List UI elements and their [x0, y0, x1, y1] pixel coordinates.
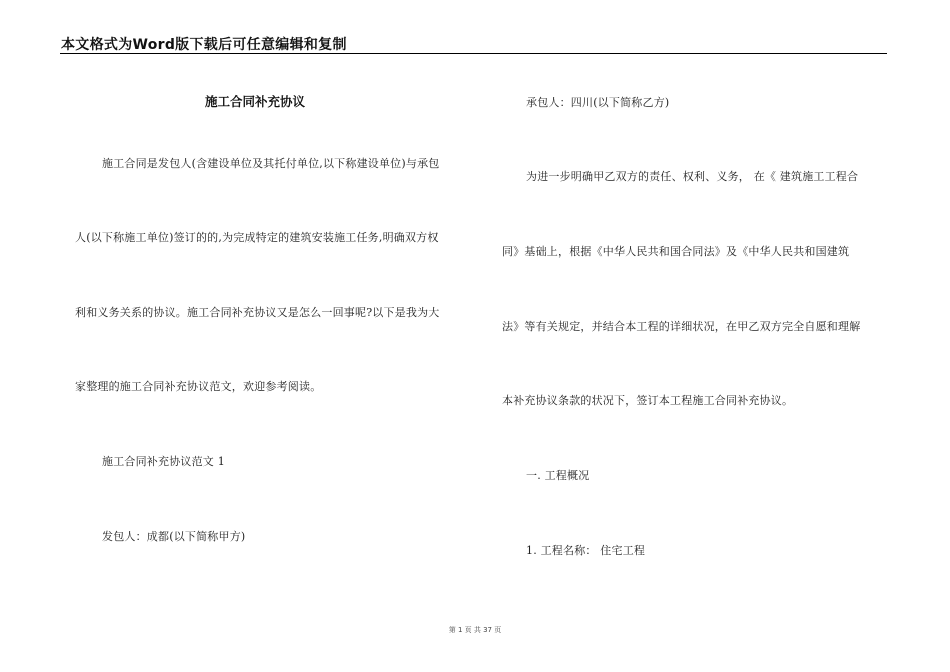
- document-title: 施工合同补充协议: [205, 94, 306, 109]
- paragraph-line: 为进一步明确甲乙双方的责任、权利、义务， 在《 建筑施工工程合: [526, 170, 859, 183]
- paragraph-line: 同》基础上，根据《中华人民共和国合同法》及《中华人民共和国建筑: [502, 245, 850, 258]
- paragraph-line: 施工合同是发包人(含建设单位及其托付单位,以下称建设单位)与承包: [102, 157, 440, 170]
- paragraph-line: 承包人：四川(以下简称乙方): [526, 96, 670, 109]
- header-banner: 本文格式为Word版下载后可任意编辑和复制: [61, 37, 347, 53]
- section-heading: 施工合同补充协议范文 1: [102, 455, 225, 468]
- paragraph-line: 人(以下称施工单位)签订的的,为完成特定的建筑安装施工任务,明确双方权: [75, 231, 439, 244]
- paragraph-line: 家整理的施工合同补充协议范文，欢迎参考阅读。: [75, 380, 322, 393]
- header-rule: [60, 53, 887, 54]
- section-heading: 一. 工程概况: [526, 469, 590, 482]
- paragraph-line: 法》等有关规定，并结合本工程的详细状况，在甲乙双方完全自愿和理解: [502, 320, 861, 333]
- paragraph-line: 利和义务关系的协议。施工合同补充协议又是怎么一回事呢?以下是我为大: [75, 306, 440, 319]
- page-footer: 第 1 页 共 37 页: [448, 626, 502, 634]
- paragraph-line: 本补充协议条款的状况下，签订本工程施工合同补充协议。: [502, 394, 794, 407]
- list-item: 1. 工程名称： 住宅工程: [526, 544, 646, 557]
- paragraph-line: 发包人：成都(以下简称甲方): [102, 530, 246, 543]
